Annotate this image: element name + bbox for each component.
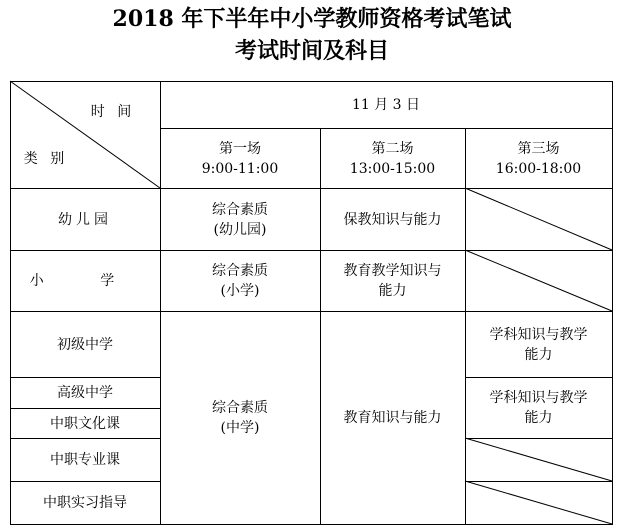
date-header: 11 月 3 日 — [351, 97, 421, 113]
session-3-header — [465, 129, 612, 188]
subject-line: 综合素质 — [212, 263, 268, 279]
primary-session-1 — [160, 251, 320, 311]
session-1-name: 第一场 — [219, 140, 261, 157]
senior-session-3 — [465, 378, 612, 438]
subject-line: (幼儿园) — [213, 221, 267, 238]
subject-line: 综合素质 — [212, 400, 268, 416]
empty-diagonal-3 — [465, 438, 612, 481]
kindergarten-session-1 — [160, 189, 320, 250]
subject-line: 能力 — [524, 346, 553, 363]
empty-diagonal-1 — [465, 188, 612, 250]
subject-line: (中学) — [220, 420, 260, 436]
subject-line: 教育教学知识与 — [343, 263, 442, 279]
session-2-time: 13:00-15:00 — [349, 160, 436, 177]
session-3-time: 16:00-18:00 — [495, 160, 582, 177]
category-kindergarten: 幼儿园 — [58, 211, 112, 228]
junior-session-3 — [465, 312, 612, 377]
corner-diagonal — [10, 81, 160, 188]
category-vocational-internship: 中职实习指导 — [43, 495, 127, 511]
category-primary: 小 学 — [29, 273, 141, 289]
middle-session-1 — [160, 312, 320, 524]
empty-diagonal-4 — [465, 481, 612, 524]
session-3-name: 第三场 — [517, 140, 560, 157]
category-vocational-professional: 中职专业课 — [50, 452, 120, 468]
session-1-header — [160, 129, 320, 188]
middle-session-2: 教育知识与能力 — [343, 410, 442, 426]
session-1-time: 9:00-11:00 — [201, 160, 279, 177]
kindergarten-session-2: 保教知识与能力 — [343, 211, 442, 228]
primary-session-2 — [320, 251, 465, 311]
subject-line: (小学) — [220, 283, 260, 299]
subject-line: 综合素质 — [212, 201, 268, 218]
empty-diagonal-2 — [465, 250, 612, 311]
corner-time-label: 时 间 — [90, 104, 136, 120]
page-subtitle: 考试时间及科目 — [234, 38, 389, 64]
category-junior-middle: 初级中学 — [57, 336, 113, 353]
category-vocational-culture: 中职文化课 — [50, 415, 120, 432]
subject-line: 能力 — [378, 283, 407, 299]
page-title: 2018 年下半年中小学教师资格考试笔试 — [112, 6, 512, 32]
session-2-header — [320, 129, 465, 188]
subject-line: 学科知识与教学 — [489, 390, 588, 406]
session-2-name: 第二场 — [371, 140, 414, 157]
category-senior-middle: 高级中学 — [57, 385, 113, 401]
subject-line: 学科知识与教学 — [489, 326, 588, 343]
corner-category-label: 类 别 — [23, 151, 69, 167]
subject-line: 能力 — [524, 410, 553, 426]
